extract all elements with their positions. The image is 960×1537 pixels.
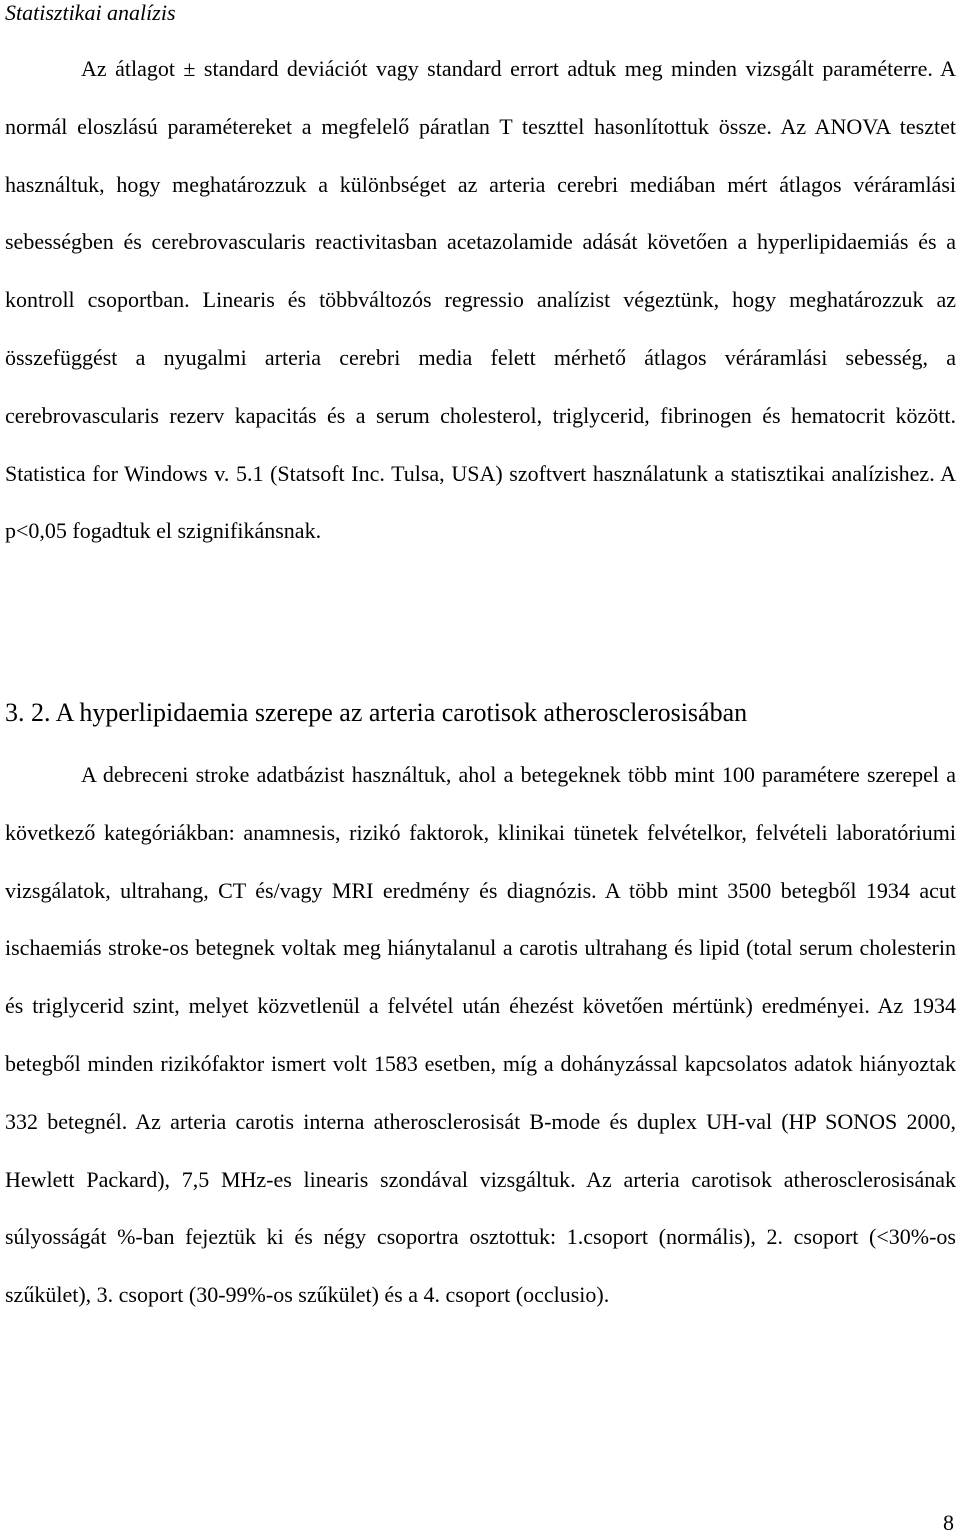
page-number: 8 <box>943 1510 954 1535</box>
subsection-title: 3. 2. A hyperlipidaemia szerepe az arteria carotisok atherosclerosisában <box>5 698 748 727</box>
hyperlipidaemia-paragraph: A debreceni stroke adatbázist használtuk, ahol a betegeknek több mint 100 paramétere szerepel a következő kategóriákban: anamnesis, rizikó faktorok, klinikai tünetek felvételkor, felvételi laboratóriumi vizsgálatok, ultrahang, CT és/vagy MRI eredmény és diagnózis. A több mint 3500 betegből 1934 acut ischaemiás stroke-os betegnek voltak meg hiánytalanul a carotis ultrahang és lipid (total serum cholesterin és triglycerid szint, melyet közvetlenül a felvétel után éhezést követően mértünk) eredményei. Az 1934 betegből minden rizikófaktor ismert volt 1583 esetben, míg a dohányzással kapcsolatos adatok hiányoztak 332 betegnél. Az arteria carotis interna atherosclerosisát B-mode és duplex UH-val (HP SONOS 2000, Hewlett Packard), 7,5 MHz-es linearis szondával vizsgáltuk. Az arteria carotisok atherosclerosisának súlyosságát %-ban fejeztük ki és négy csoportra osztottuk: 1.csoport (normális), 2. csoport (<30%-os szűkület), 3. csoport (30-99%-os szűkület) és a 4. csoport (occlusio). <box>5 762 956 1308</box>
statistics-paragraph: Az átlagot ± standard deviációt vagy standard errort adtuk meg minden vizsgált paraméterre. A normál eloszlású paramétereket a megfelelő páratlan T teszttel hasonlítottuk össze. Az ANOVA tesztet használtuk, hogy meghatározzuk a különbséget az arteria cerebri mediában mért átlagos véráramlási sebességben és cerebrovascularis reactivitasban acetazolamide adását követően a hyperlipidaemiás és a kontroll csoportban. Linearis és többváltozós regressio analízist végeztünk, hogy meghatározzuk az összefüggést a nyugalmi arteria cerebri media felett mérhető átlagos véráramlási sebesség, a cerebrovascularis rezerv kapacitás és a serum cholesterol, triglycerid, fibrinogen és hematocrit között. Statistica for Windows v. 5.1 (Statsoft Inc. Tulsa, USA) szoftvert használatunk a statisztikai analízishez. A p<0,05 fogadtuk el szignifikánsnak. <box>5 56 956 544</box>
section-title: Statisztikai analízis <box>5 0 176 25</box>
